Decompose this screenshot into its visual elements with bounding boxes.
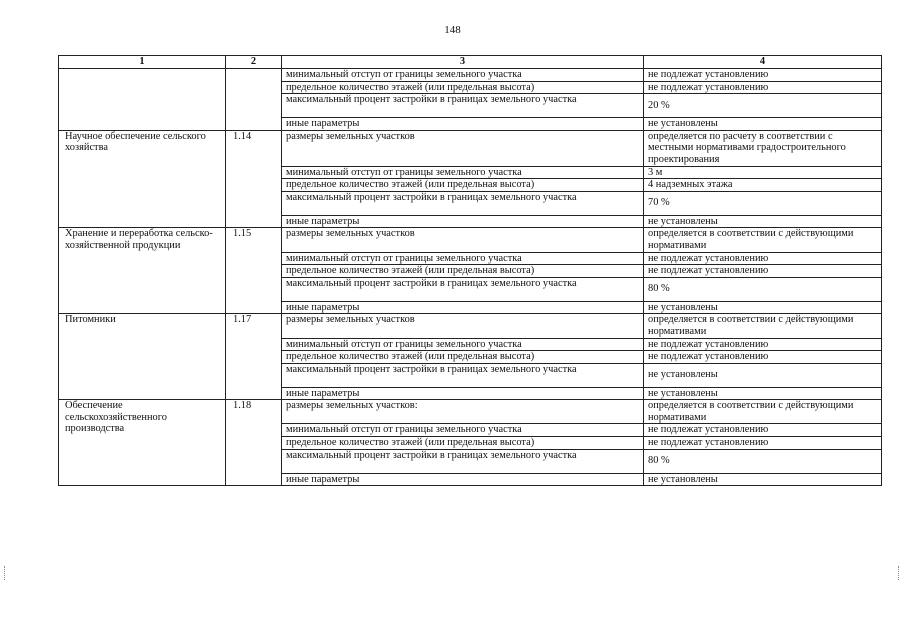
- parameter-value: не установлены: [644, 215, 882, 228]
- parameter-value: не подлежат установлению: [644, 69, 882, 82]
- parameter-value: не подлежат установлению: [644, 437, 882, 450]
- parameter-value: 70 %: [644, 191, 882, 215]
- parameter-value: определяется в соответствии с действующими нормативами: [644, 228, 882, 252]
- parameter-name: предельное количество этажей (или предельная высота): [282, 81, 644, 94]
- header-col-2: 2: [226, 56, 282, 69]
- parameter-value: определяется в соответствии с действующими нормативами: [644, 400, 882, 424]
- use-type-code: 1.17: [226, 314, 282, 400]
- parameter-value: не установлены: [644, 387, 882, 400]
- parameter-name: максимальный процент застройки в границах земельного участка: [282, 277, 644, 301]
- table-row: [59, 130, 882, 166]
- parameter-name: размеры земельных участков: [282, 228, 644, 252]
- table-row: [59, 228, 882, 252]
- parameter-name: предельное количество этажей (или предельная высота): [282, 179, 644, 192]
- parameter-value: не подлежат установлению: [644, 351, 882, 364]
- regulations-table: [58, 55, 882, 486]
- parameter-value: не установлены: [644, 301, 882, 314]
- parameter-name: максимальный процент застройки в границах земельного участка: [282, 363, 644, 387]
- parameter-name: предельное количество этажей (или предельная высота): [282, 437, 644, 450]
- header-col-3: 3: [282, 56, 644, 69]
- header-row: [59, 56, 882, 69]
- parameter-value: не подлежат установлению: [644, 338, 882, 351]
- use-type-name: [59, 69, 226, 131]
- parameter-name: размеры земельных участков:: [282, 400, 644, 424]
- use-type-code: 1.15: [226, 228, 282, 314]
- parameter-name: иные параметры: [282, 387, 644, 400]
- parameter-value: 80 %: [644, 449, 882, 473]
- parameter-name: минимальный отступ от границы земельного участка: [282, 166, 644, 179]
- scan-edge-mark-right: [898, 566, 901, 580]
- parameter-name: иные параметры: [282, 473, 644, 486]
- page-number: 148: [444, 24, 461, 36]
- table-row: [59, 400, 882, 424]
- parameter-name: минимальный отступ от границы земельного участка: [282, 252, 644, 265]
- header-col-1: 1: [59, 56, 226, 69]
- parameter-value: не подлежат установлению: [644, 81, 882, 94]
- use-type-code: 1.14: [226, 130, 282, 228]
- parameter-value: 80 %: [644, 277, 882, 301]
- parameter-name: минимальный отступ от границы земельного участка: [282, 69, 644, 82]
- use-type-name: Питомники: [59, 314, 226, 400]
- header-col-4: 4: [644, 56, 882, 69]
- use-type-code: [226, 69, 282, 131]
- use-type-name: Научное обеспечение сельского хозяйства: [59, 130, 226, 228]
- parameter-name: минимальный отступ от границы земельного участка: [282, 424, 644, 437]
- parameter-name: максимальный процент застройки в границах земельного участка: [282, 94, 644, 118]
- use-type-name: Хранение и переработка сельско-хозяйственной продукции: [59, 228, 226, 314]
- parameter-value: не подлежат установлению: [644, 265, 882, 278]
- parameter-value: не установлены: [644, 473, 882, 486]
- parameter-value: не подлежат установлению: [644, 252, 882, 265]
- parameter-value: 20 %: [644, 94, 882, 118]
- parameter-name: размеры земельных участков: [282, 130, 644, 166]
- parameter-name: иные параметры: [282, 118, 644, 131]
- parameter-value: 4 надземных этажа: [644, 179, 882, 192]
- parameter-name: максимальный процент застройки в границах земельного участка: [282, 191, 644, 215]
- parameter-value: определяется в соответствии с действующими нормативами: [644, 314, 882, 338]
- parameter-value: не подлежат установлению: [644, 424, 882, 437]
- parameter-name: минимальный отступ от границы земельного участка: [282, 338, 644, 351]
- parameter-name: иные параметры: [282, 301, 644, 314]
- scan-edge-mark-left: [4, 566, 7, 580]
- use-type-code: 1.18: [226, 400, 282, 486]
- parameter-name: предельное количество этажей (или предельная высота): [282, 351, 644, 364]
- parameter-name: размеры земельных участков: [282, 314, 644, 338]
- parameter-value: определяется по расчету в соответствии с местными нормативами градостроительного проектирования: [644, 130, 882, 166]
- use-type-name: Обеспечение сельскохозяйственного производства: [59, 400, 226, 486]
- table-row: [59, 69, 882, 82]
- parameter-name: максимальный процент застройки в границах земельного участка: [282, 449, 644, 473]
- parameter-name: предельное количество этажей (или предельная высота): [282, 265, 644, 278]
- parameter-value: 3 м: [644, 166, 882, 179]
- table-row: [59, 314, 882, 338]
- parameter-name: иные параметры: [282, 215, 644, 228]
- parameter-value: не установлены: [644, 363, 882, 387]
- parameter-value: не установлены: [644, 118, 882, 131]
